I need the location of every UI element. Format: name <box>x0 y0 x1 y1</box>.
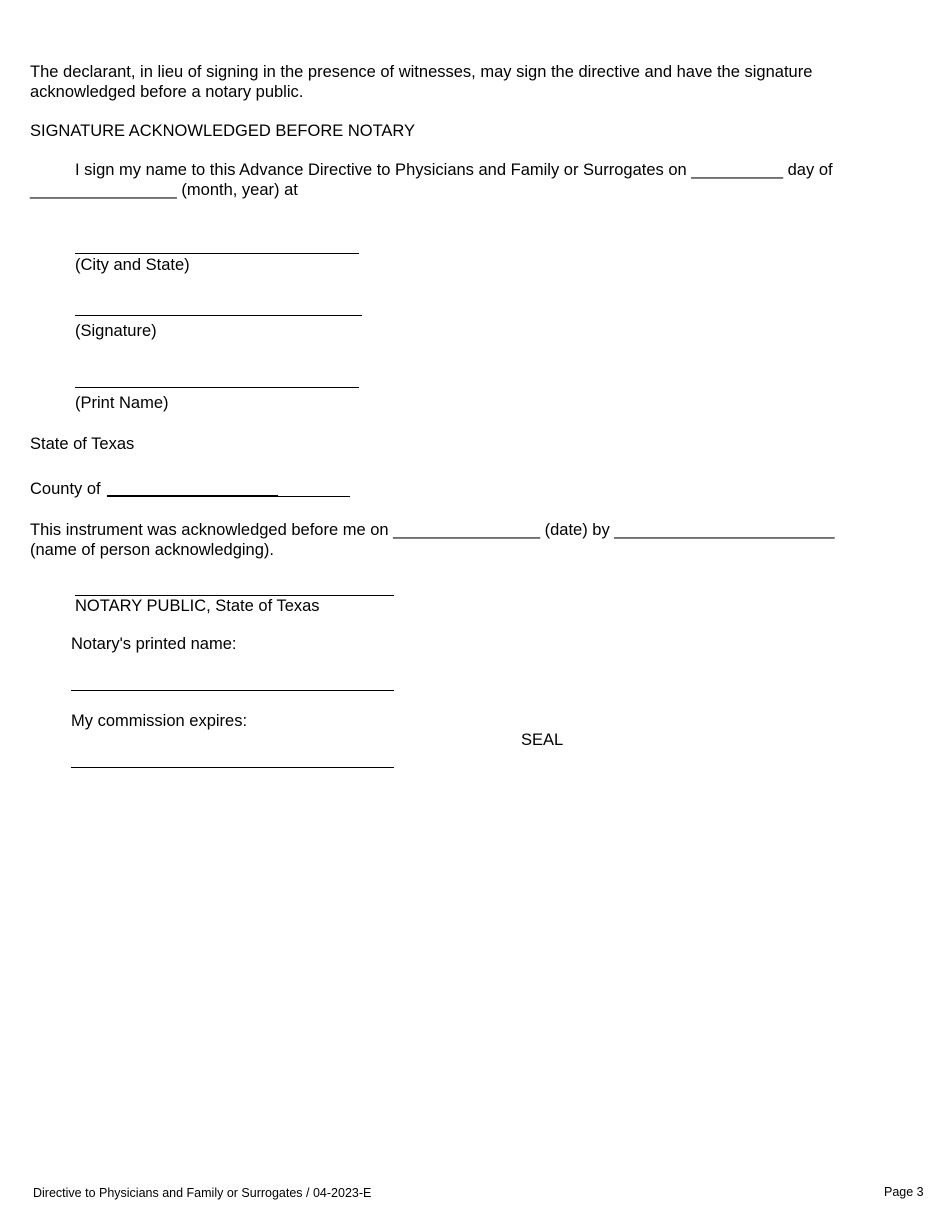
acknowledgment-line2: (name of person acknowledging). <box>30 541 274 559</box>
city-state-label: (City and State) <box>75 256 190 274</box>
sign-statement-line1: I sign my name to this Advance Directive to Physicians and Family or Surrogates on __________ day of <box>75 161 833 179</box>
intro-paragraph: The declarant, in lieu of signing in the presence of witnesses, may sign the directive and have the signature acknowledged before a notary public. <box>30 63 813 101</box>
notary-title: NOTARY PUBLIC, State of Texas <box>75 597 320 615</box>
sign-statement-line2: ________________ (month, year) at <box>30 181 298 199</box>
county-line <box>278 496 350 497</box>
footer-form-title: Directive to Physicians and Family or Surrogates / 04-2023-E <box>33 1186 372 1200</box>
notary-printed-name-label: Notary's printed name: <box>71 635 237 653</box>
footer-page-number: Page 3 <box>884 1185 924 1199</box>
commission-expires-label: My commission expires: <box>71 712 248 730</box>
county-label: County of <box>30 480 101 498</box>
section-title: SIGNATURE ACKNOWLEDGED BEFORE NOTARY <box>30 122 416 140</box>
seal-label: SEAL <box>521 731 564 749</box>
acknowledgment-line1: This instrument was acknowledged before me on ________________ (date) by ________________________ <box>30 521 835 539</box>
print-name-line[interactable] <box>75 387 359 388</box>
commission-expires-line[interactable] <box>71 767 394 768</box>
signature-line[interactable] <box>75 315 362 316</box>
notary-printed-name-line[interactable] <box>71 690 394 691</box>
state-label: State of Texas <box>30 435 135 453</box>
print-name-label: (Print Name) <box>75 394 169 412</box>
signature-label: (Signature) <box>75 322 157 340</box>
city-state-line[interactable] <box>75 253 359 254</box>
county-line-bold[interactable] <box>107 495 278 497</box>
